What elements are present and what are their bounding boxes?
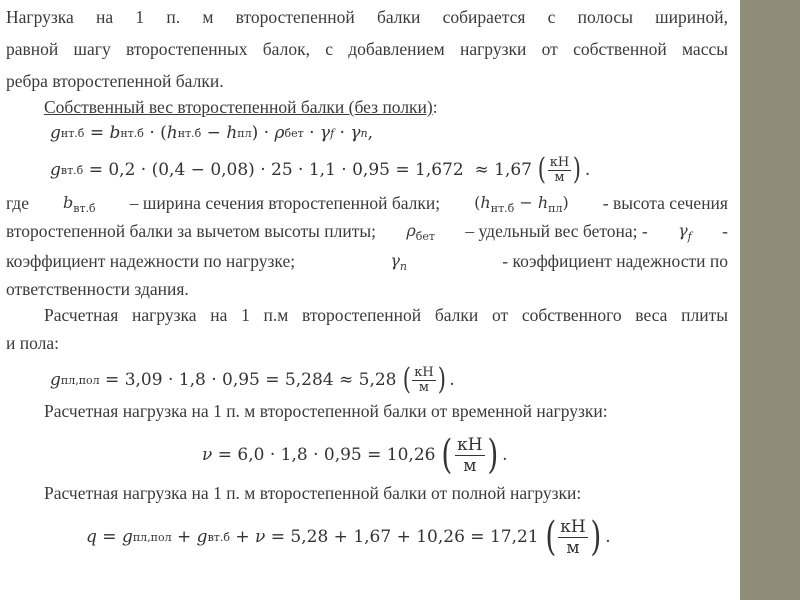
f1-gamma-n-sub: n: [360, 126, 368, 140]
f1-mid: · (: [143, 123, 167, 143]
f5-plus2: +: [229, 527, 256, 547]
f1-g-sub: нт.б: [60, 126, 85, 140]
p2-h1: h: [480, 193, 491, 212]
paragraph1-line2: равной шагу второстепенных балок, с добавлением нагрузки от собственной массы: [6, 39, 728, 59]
p2-h-diff: $(h_{нт.б} - h_{пл})$: [474, 193, 569, 215]
f5-g1: g: [121, 527, 133, 547]
f2-paren-close: ): [572, 152, 582, 187]
f5-paren-open: (: [544, 514, 556, 560]
p2-rho-sym: ρ: [406, 221, 416, 240]
f2-paren-open: (: [537, 152, 546, 187]
p2-b-sym: b: [63, 193, 74, 212]
paragraph5: Расчетная нагрузка на 1 п. м второстепенной балки от полной нагрузки:: [44, 483, 582, 503]
f3-unit-den: м: [418, 379, 430, 395]
p2-gf-sym: γ: [678, 221, 688, 240]
f1-dot2: ·: [334, 123, 351, 143]
f3-paren-close: ): [437, 362, 446, 397]
f3-end: .: [449, 370, 455, 390]
paragraph2-line2: [6, 220, 728, 248]
f5-end: .: [605, 527, 611, 547]
f1-gamma-n: γ: [350, 123, 361, 143]
formula-self-weight-general: [50, 120, 373, 146]
decorative-side-strip: [740, 0, 800, 600]
f3-body: = 3,09 · 1,8 · 0,95 = 5,284 ≈ 5,28: [99, 370, 397, 390]
paragraph3-line1: Расчетная нагрузка на 1 п.м второстепенной балки от собственного веса плиты: [44, 305, 728, 325]
paragraph2-line1: [6, 192, 728, 220]
f3-g-sub: пл,пол: [60, 373, 100, 387]
formula-total-load: [86, 512, 611, 562]
p2-h1-sub: нт.б: [490, 202, 515, 215]
f2-unit-fraction: [548, 156, 571, 185]
p2-line1-text: – ширина сечения второстепенной балки;: [129, 193, 441, 213]
f1-end: ,: [367, 123, 374, 143]
p2-gn-sym: γ: [390, 251, 400, 270]
f5-plus1: +: [171, 527, 197, 547]
formula-self-weight-value: [50, 152, 590, 188]
f4-paren-close: ): [486, 432, 498, 478]
f5-g2-sub: вт.б: [207, 530, 230, 544]
p2-h2-sub: пл: [548, 202, 563, 215]
f4-end: .: [502, 445, 508, 465]
p2-b-sub: вт.б: [73, 202, 96, 215]
f2-unit: [536, 152, 583, 187]
f2-unit-num: кН: [549, 154, 570, 170]
p2-b: [63, 192, 96, 220]
p2-minus: −: [514, 193, 538, 212]
f5-unit-den: м: [566, 537, 580, 558]
f2-g: g: [50, 160, 61, 180]
f5-g2: g: [196, 527, 208, 547]
f1-close: ) ·: [251, 123, 275, 143]
f5-unit-fraction: [558, 517, 587, 558]
p2-gamma-f: [678, 220, 692, 248]
f2-end: .: [584, 160, 591, 180]
f1-dot1: ·: [303, 123, 320, 143]
f5-paren-close: ): [590, 514, 601, 560]
f1-minus: −: [201, 123, 227, 143]
f4-unit-fraction: [455, 435, 484, 476]
p2-gamma-n: [390, 250, 407, 278]
f1-b-sub: нт.б: [120, 126, 144, 140]
f1-h1: h: [166, 123, 178, 143]
self-weight-heading: [44, 96, 728, 118]
f5-g1-sub: пл,пол: [132, 530, 172, 544]
self-weight-heading-text: Собственный вес второстепенной балки (без полки): [44, 97, 433, 117]
p2-gf-sub: f: [687, 230, 692, 243]
paragraph2-line3: [6, 250, 728, 278]
f2-unit-den: м: [554, 169, 565, 185]
f5-unit-num: кН: [560, 516, 586, 537]
p2-line2-tail: -: [722, 221, 728, 241]
p2-where: где: [6, 193, 29, 213]
f3-unit-num: кН: [414, 364, 434, 380]
p2-line2-mid: – удельный вес бетона; -: [465, 221, 648, 241]
f2-body: = 0,2 · (0,4 − 0,08) · 25 · 1,1 · 0,95 = 1,672 ≈ 1,67: [83, 160, 532, 180]
f2-g-sub: вт.б: [60, 163, 84, 177]
paragraph2-line4: ответственности здания.: [6, 279, 189, 299]
f1-rho-sub: бет: [284, 126, 304, 140]
f5-v: ν: [255, 527, 266, 547]
self-weight-colon: :: [432, 97, 438, 117]
f1-b: b: [109, 123, 121, 143]
paragraph1-line3: ребра второстепенной балки.: [6, 71, 224, 91]
f4-paren-open: (: [441, 432, 453, 478]
f4-body: = 6,0 · 1,8 · 0,95 = 10,26: [212, 445, 436, 465]
p2-line3-text: коэффициент надежности по нагрузке;: [6, 251, 296, 271]
f3-unit-fraction: [412, 366, 435, 395]
f5-unit: [543, 514, 604, 560]
f1-eq: =: [84, 123, 110, 143]
f4-unit: [439, 432, 500, 478]
p2-line3-tail: - коэффициент надежности по: [502, 251, 728, 271]
f1-h1-sub: нт.б: [177, 126, 202, 140]
formula-temporary-load: [202, 432, 508, 478]
p2-gn-sub: n: [399, 260, 407, 273]
p2-h2: h: [537, 193, 549, 212]
f4-unit-num: кН: [457, 434, 483, 455]
f1-h2: h: [226, 123, 238, 143]
f5-body: = 5,28 + 1,67 + 10,26 = 17,21: [265, 527, 539, 547]
p2-line1-tail: - высота сечения: [602, 193, 728, 213]
f3-g: g: [50, 370, 61, 390]
f3-unit: [401, 362, 448, 397]
p2-rho: [406, 220, 435, 248]
p2-line2-text: второстепенной балки за вычетом высоты плиты;: [6, 221, 377, 241]
f1-rho: ρ: [274, 123, 285, 143]
f3-paren-open: (: [402, 362, 411, 397]
f4-v: ν: [202, 445, 213, 465]
paragraph4: Расчетная нагрузка на 1 п. м второстепенной балки от временной нагрузки:: [44, 401, 608, 421]
formula-slab-floor-load: [50, 362, 455, 398]
f4-unit-den: м: [463, 455, 477, 476]
f1-gamma-f-sub: f: [330, 126, 335, 140]
f1-g: g: [50, 123, 61, 143]
paragraph3-line2: и пола:: [6, 333, 59, 353]
f5-q: q: [86, 527, 97, 547]
f1-h2-sub: пл: [237, 126, 252, 140]
p2-rho-sub: бет: [415, 230, 436, 243]
paragraph1-line1: Нагрузка на 1 п. м второстепенной балки собирается с полосы шириной,: [6, 7, 728, 27]
f1-gamma-f: γ: [319, 123, 331, 143]
f5-eq: =: [96, 527, 122, 547]
